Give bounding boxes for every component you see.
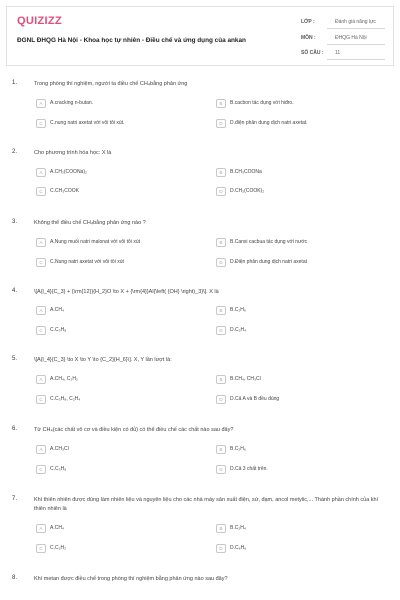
question-text: Cho phương trình hóa học: X là (34, 150, 112, 156)
quizizz-logo: QUIZIZZ (17, 15, 62, 27)
option-a[interactable] (36, 166, 87, 178)
question-text: Khí thiên nhiên được dùng làm nhiên liệu và nguyên liệu cho các nhà máy sản xuất điện, sứ, đạm, ancol metylic,... Thành phần chính của khí thiên nhiên là (34, 497, 379, 512)
option-c[interactable] (36, 256, 124, 268)
option-key-box: C (36, 395, 46, 404)
question-number: 3. (12, 219, 18, 225)
question-text: Không thể điều chế CH₄bằng phản ứng nào ? (34, 220, 146, 226)
option-key-box: D (216, 395, 226, 404)
option-a[interactable] (36, 522, 64, 534)
option-a[interactable] (36, 236, 140, 248)
option-key-box: B (216, 238, 226, 247)
meta-label: SỐ CÂU : (301, 50, 324, 56)
option-text: B.C₂H₆ (230, 446, 246, 452)
option-b[interactable] (216, 443, 246, 455)
option-text: A.Nung muối natri malonat với vôi tôi xút (50, 239, 140, 245)
meta-value: 11 (327, 48, 385, 60)
option-text: A.cracking n-butan. (50, 100, 94, 106)
option-text: B.C₂H₆ (230, 307, 246, 313)
option-c[interactable] (36, 542, 66, 554)
option-text: D.C₆H₆ (230, 545, 247, 551)
option-d[interactable] (216, 324, 246, 336)
option-text: D.CH₂(COOK)₂ (230, 188, 265, 194)
option-text: B.cacbon tác dụng với hiđro. (230, 100, 294, 106)
option-text: A.CH₄, C₂H₂ (50, 376, 78, 382)
option-text: D.Cả A và B đều đúng (230, 396, 280, 402)
question-text: \[A{l_4}{C_3} + {\rm{12}}{H_2}O \to X + {\rm{4}}Al{\left( {OH} \right)_3}\]. X là (34, 289, 219, 295)
meta-question-count (301, 48, 385, 63)
option-c[interactable] (36, 393, 80, 405)
option-key-box: C (36, 119, 46, 128)
meta-label: MÔN : (301, 35, 316, 41)
option-text: B.CH₄, CH₃Cl (230, 376, 261, 382)
option-text: D.điện phân dung dịch natri axetat. (230, 120, 308, 126)
option-key-box: C (36, 544, 46, 553)
option-b[interactable] (216, 373, 261, 385)
question-number: 8. (12, 575, 18, 581)
option-d[interactable] (216, 393, 279, 405)
meta-value: Đánh giá năng lực (327, 17, 385, 29)
option-text: C.C₃H₈, C₂H₄ (50, 396, 81, 402)
option-key-box: B (216, 306, 226, 315)
option-text: A.CH₂(COONa)₂ (50, 169, 87, 175)
option-b[interactable] (216, 97, 294, 109)
option-d[interactable] (216, 463, 268, 475)
option-a[interactable] (36, 304, 64, 316)
option-a[interactable] (36, 97, 93, 109)
option-key-box: A (36, 306, 46, 315)
option-key-box: D (216, 465, 226, 474)
option-d[interactable] (216, 185, 264, 197)
option-text: D.Điện phân dung dịch natri axetat (230, 259, 307, 265)
option-key-box: B (216, 375, 226, 384)
option-key-box: D (216, 119, 226, 128)
meta-class (301, 17, 385, 33)
option-key-box: B (216, 168, 226, 177)
option-text: A.CH₄ (50, 307, 64, 313)
option-text: C.nung natri axetat với vôi tôi xút. (50, 120, 125, 126)
option-key-box: C (36, 465, 46, 474)
option-key-box: D (216, 187, 226, 196)
option-b[interactable] (216, 304, 246, 316)
option-key-box: A (36, 375, 46, 384)
option-key-box: B (216, 524, 226, 533)
option-text: B.CH₃COONa (230, 169, 262, 175)
worksheet-header (6, 6, 394, 66)
option-c[interactable] (36, 324, 66, 336)
option-key-box: A (36, 445, 46, 454)
option-key-box: D (216, 544, 226, 553)
option-text: C.CH₃COOK (50, 188, 79, 194)
option-key-box: C (36, 187, 46, 196)
option-text: C.C₃H₈ (50, 327, 67, 333)
option-key-box: D (216, 326, 226, 335)
worksheet-title: ĐGNL ĐHQG Hà Nội - Khoa học tự nhiên - Điều chế và ứng dụng của ankan (17, 37, 246, 44)
question-number: 2. (12, 149, 18, 155)
option-key-box: B (216, 99, 226, 108)
option-key-box: A (36, 238, 46, 247)
option-text: B.C₂H₄ (230, 525, 246, 531)
option-b[interactable] (216, 236, 307, 248)
option-a[interactable] (36, 373, 78, 385)
question-text: Từ CH₄(các chất vô cơ và điều kiện có đủ) có thể điều chế các chất nào sau đây? (34, 427, 234, 433)
question-number: 5. (12, 356, 18, 362)
option-key-box: D (216, 258, 226, 267)
option-text: B.Canxi cacbua tác dụng với nước (230, 239, 308, 245)
meta-subject (301, 33, 385, 48)
question-text: \[A{l_4}{C_3} \to X \to Y \to {C_2}{H_6}\]. X, Y lần lượt là: (34, 357, 172, 363)
option-c[interactable] (36, 463, 66, 475)
question-number: 4. (12, 288, 18, 294)
option-d[interactable] (216, 542, 246, 554)
question-number: 7. (12, 496, 18, 502)
question-text: Khí metan được điều chế trong phòng thí nghiệm bằng phản ứng nào sau đây? (34, 576, 228, 582)
option-key-box: A (36, 99, 46, 108)
option-d[interactable] (216, 256, 307, 268)
question-text: Trong phòng thí nghiệm, người ta điều chế CH₄bằng phản ứng (34, 81, 188, 87)
option-key-box: C (36, 326, 46, 335)
option-key-box: C (36, 258, 46, 267)
option-text: A.CH₃Cl (50, 446, 69, 452)
option-text: A.CH₄ (50, 525, 64, 531)
option-c[interactable] (36, 185, 79, 197)
option-text: D.Cả 3 chất trên. (230, 466, 268, 472)
option-text: C.Nung natri axetat với vôi tôi xút (50, 259, 124, 265)
option-key-box: A (36, 524, 46, 533)
option-c[interactable] (36, 117, 124, 129)
worksheet-meta (301, 17, 385, 63)
question-number: 6. (12, 426, 18, 432)
option-key-box: A (36, 168, 46, 177)
option-key-box: B (216, 445, 226, 454)
option-b[interactable] (216, 522, 246, 534)
option-d[interactable] (216, 117, 308, 129)
option-a[interactable] (36, 443, 69, 455)
option-text: D.C₂H₄ (230, 327, 247, 333)
option-b[interactable] (216, 166, 262, 178)
meta-label: LỚP : (301, 19, 315, 25)
meta-value: ĐHQG Hà Nội (327, 33, 385, 45)
question-number: 1. (12, 80, 18, 86)
option-text: C.C₂H₂ (50, 545, 67, 551)
option-text: C.C₃H₈ (50, 466, 67, 472)
